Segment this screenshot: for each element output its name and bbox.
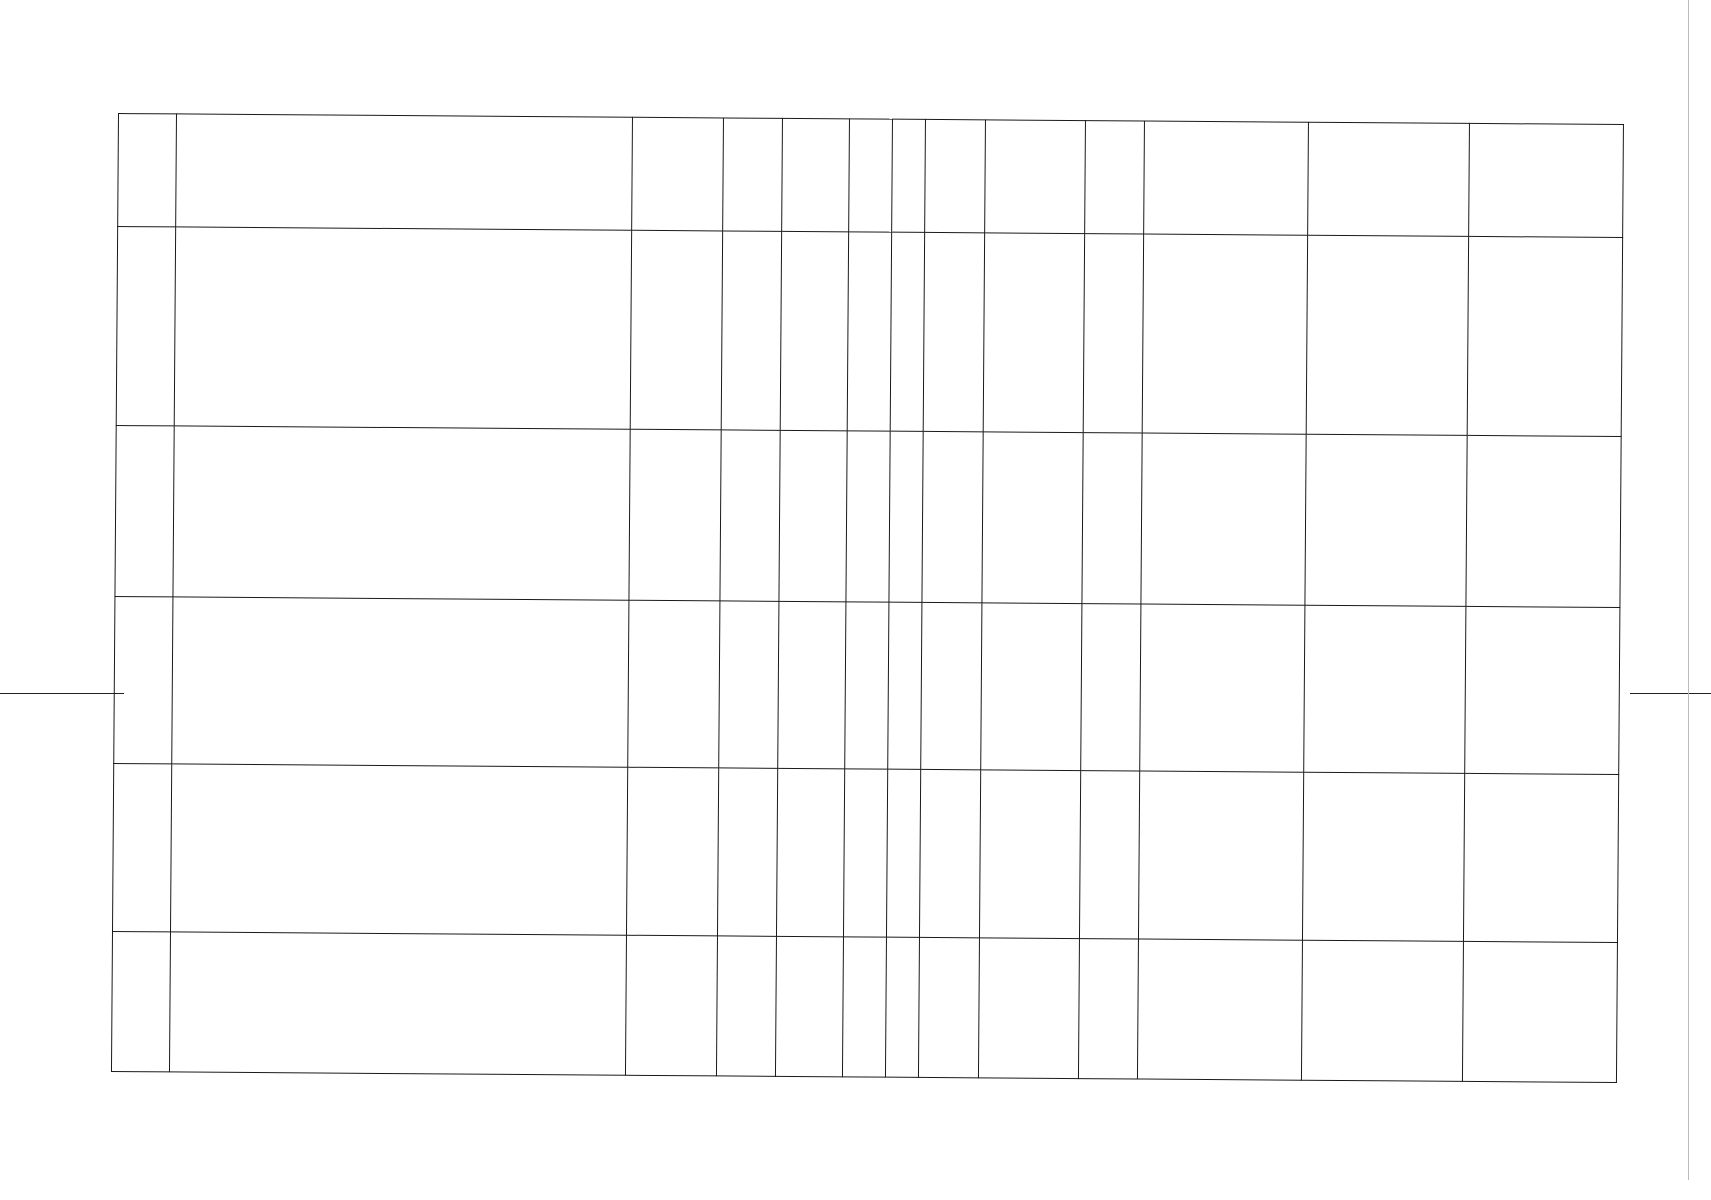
amount-year1-cell bbox=[1142, 234, 1308, 434]
subprogram-code-cell bbox=[923, 232, 985, 431]
amount-year2-cell bbox=[1306, 235, 1469, 435]
subprogram-code-cell bbox=[920, 602, 982, 769]
direction-code-cell bbox=[984, 233, 1085, 433]
section-code-cell bbox=[717, 768, 777, 936]
amount-year1-cell bbox=[1139, 604, 1304, 772]
subsection-code-cell bbox=[777, 601, 845, 768]
ministry-code-cell bbox=[631, 117, 723, 231]
subsection-code-cell bbox=[776, 768, 844, 936]
program-type-cell bbox=[889, 431, 923, 602]
program-type-cell bbox=[890, 232, 924, 431]
amount-year2-cell bbox=[1307, 122, 1469, 236]
amount-year3-cell bbox=[1465, 606, 1620, 774]
program-type-cell bbox=[887, 769, 921, 937]
program-code-cell bbox=[847, 232, 892, 431]
program-type-cell bbox=[886, 937, 919, 1077]
subprogram-code-cell bbox=[919, 769, 981, 937]
direction-code-cell bbox=[979, 938, 1079, 1079]
direction-code-cell bbox=[981, 603, 1082, 771]
subsection-code-cell bbox=[779, 430, 847, 601]
amount-year2-cell bbox=[1303, 605, 1465, 773]
amount-year3-cell bbox=[1467, 236, 1623, 436]
program-code-cell bbox=[846, 431, 891, 602]
table-row bbox=[113, 763, 1619, 942]
amount-year2-cell bbox=[1302, 772, 1464, 941]
program-type-cell bbox=[892, 119, 925, 232]
section-code-cell bbox=[716, 936, 776, 1076]
expense-type-cell bbox=[1080, 604, 1140, 771]
row-index-cell bbox=[118, 114, 177, 227]
description-cell bbox=[175, 114, 632, 230]
description-cell bbox=[170, 764, 627, 935]
program-code-cell bbox=[843, 769, 888, 937]
table-row bbox=[111, 931, 1617, 1082]
budget-table-wrapper bbox=[111, 113, 1624, 1083]
row-index-cell bbox=[115, 425, 174, 596]
subsection-code-cell bbox=[775, 936, 843, 1076]
left-margin-line bbox=[0, 693, 124, 694]
amount-year2-cell bbox=[1305, 434, 1467, 606]
amount-year1-cell bbox=[1137, 939, 1302, 1080]
direction-code-cell bbox=[982, 432, 1083, 604]
ministry-code-cell bbox=[628, 600, 720, 768]
ministry-code-cell bbox=[630, 230, 723, 430]
direction-code-cell bbox=[985, 120, 1085, 234]
program-type-cell bbox=[888, 602, 922, 769]
expense-type-cell bbox=[1083, 234, 1143, 433]
section-code-cell bbox=[723, 118, 783, 231]
amount-year2-cell bbox=[1301, 940, 1463, 1081]
amount-year3-cell bbox=[1462, 941, 1617, 1082]
amount-year1-cell bbox=[1140, 433, 1305, 605]
direction-code-cell bbox=[980, 770, 1081, 939]
right-edge-rule bbox=[1688, 0, 1689, 1180]
description-cell bbox=[169, 932, 626, 1075]
description-cell bbox=[171, 597, 628, 767]
row-index-cell bbox=[114, 596, 173, 763]
section-code-cell bbox=[719, 601, 779, 768]
expense-type-cell bbox=[1082, 433, 1142, 604]
table-row bbox=[118, 114, 1624, 238]
budget-table bbox=[111, 113, 1624, 1083]
description-cell bbox=[173, 426, 630, 600]
row-index-cell bbox=[111, 931, 170, 1071]
description-cell bbox=[174, 227, 631, 429]
section-code-cell bbox=[720, 430, 780, 601]
ministry-code-cell bbox=[629, 429, 721, 601]
right-margin-line bbox=[1630, 693, 1711, 694]
program-code-cell bbox=[844, 602, 889, 769]
subsection-code-cell bbox=[781, 118, 849, 231]
table-row bbox=[114, 596, 1620, 774]
program-code-cell bbox=[842, 937, 887, 1077]
table-row bbox=[116, 227, 1622, 437]
amount-year1-cell bbox=[1138, 771, 1303, 940]
amount-year3-cell bbox=[1468, 123, 1623, 237]
subprogram-code-cell bbox=[922, 431, 984, 602]
section-code-cell bbox=[721, 231, 781, 430]
subprogram-code-cell bbox=[924, 119, 986, 232]
expense-type-cell bbox=[1084, 121, 1144, 234]
row-index-cell bbox=[113, 763, 172, 931]
subsection-code-cell bbox=[780, 231, 848, 430]
expense-type-cell bbox=[1079, 771, 1139, 939]
ministry-code-cell bbox=[625, 935, 717, 1076]
program-code-cell bbox=[848, 119, 892, 232]
amount-year1-cell bbox=[1143, 121, 1308, 235]
ministry-code-cell bbox=[626, 767, 718, 936]
amount-year3-cell bbox=[1463, 773, 1618, 942]
row-index-cell bbox=[116, 227, 175, 426]
amount-year3-cell bbox=[1466, 435, 1621, 607]
expense-type-cell bbox=[1078, 939, 1138, 1079]
table-row bbox=[115, 425, 1621, 607]
subprogram-code-cell bbox=[918, 937, 980, 1077]
